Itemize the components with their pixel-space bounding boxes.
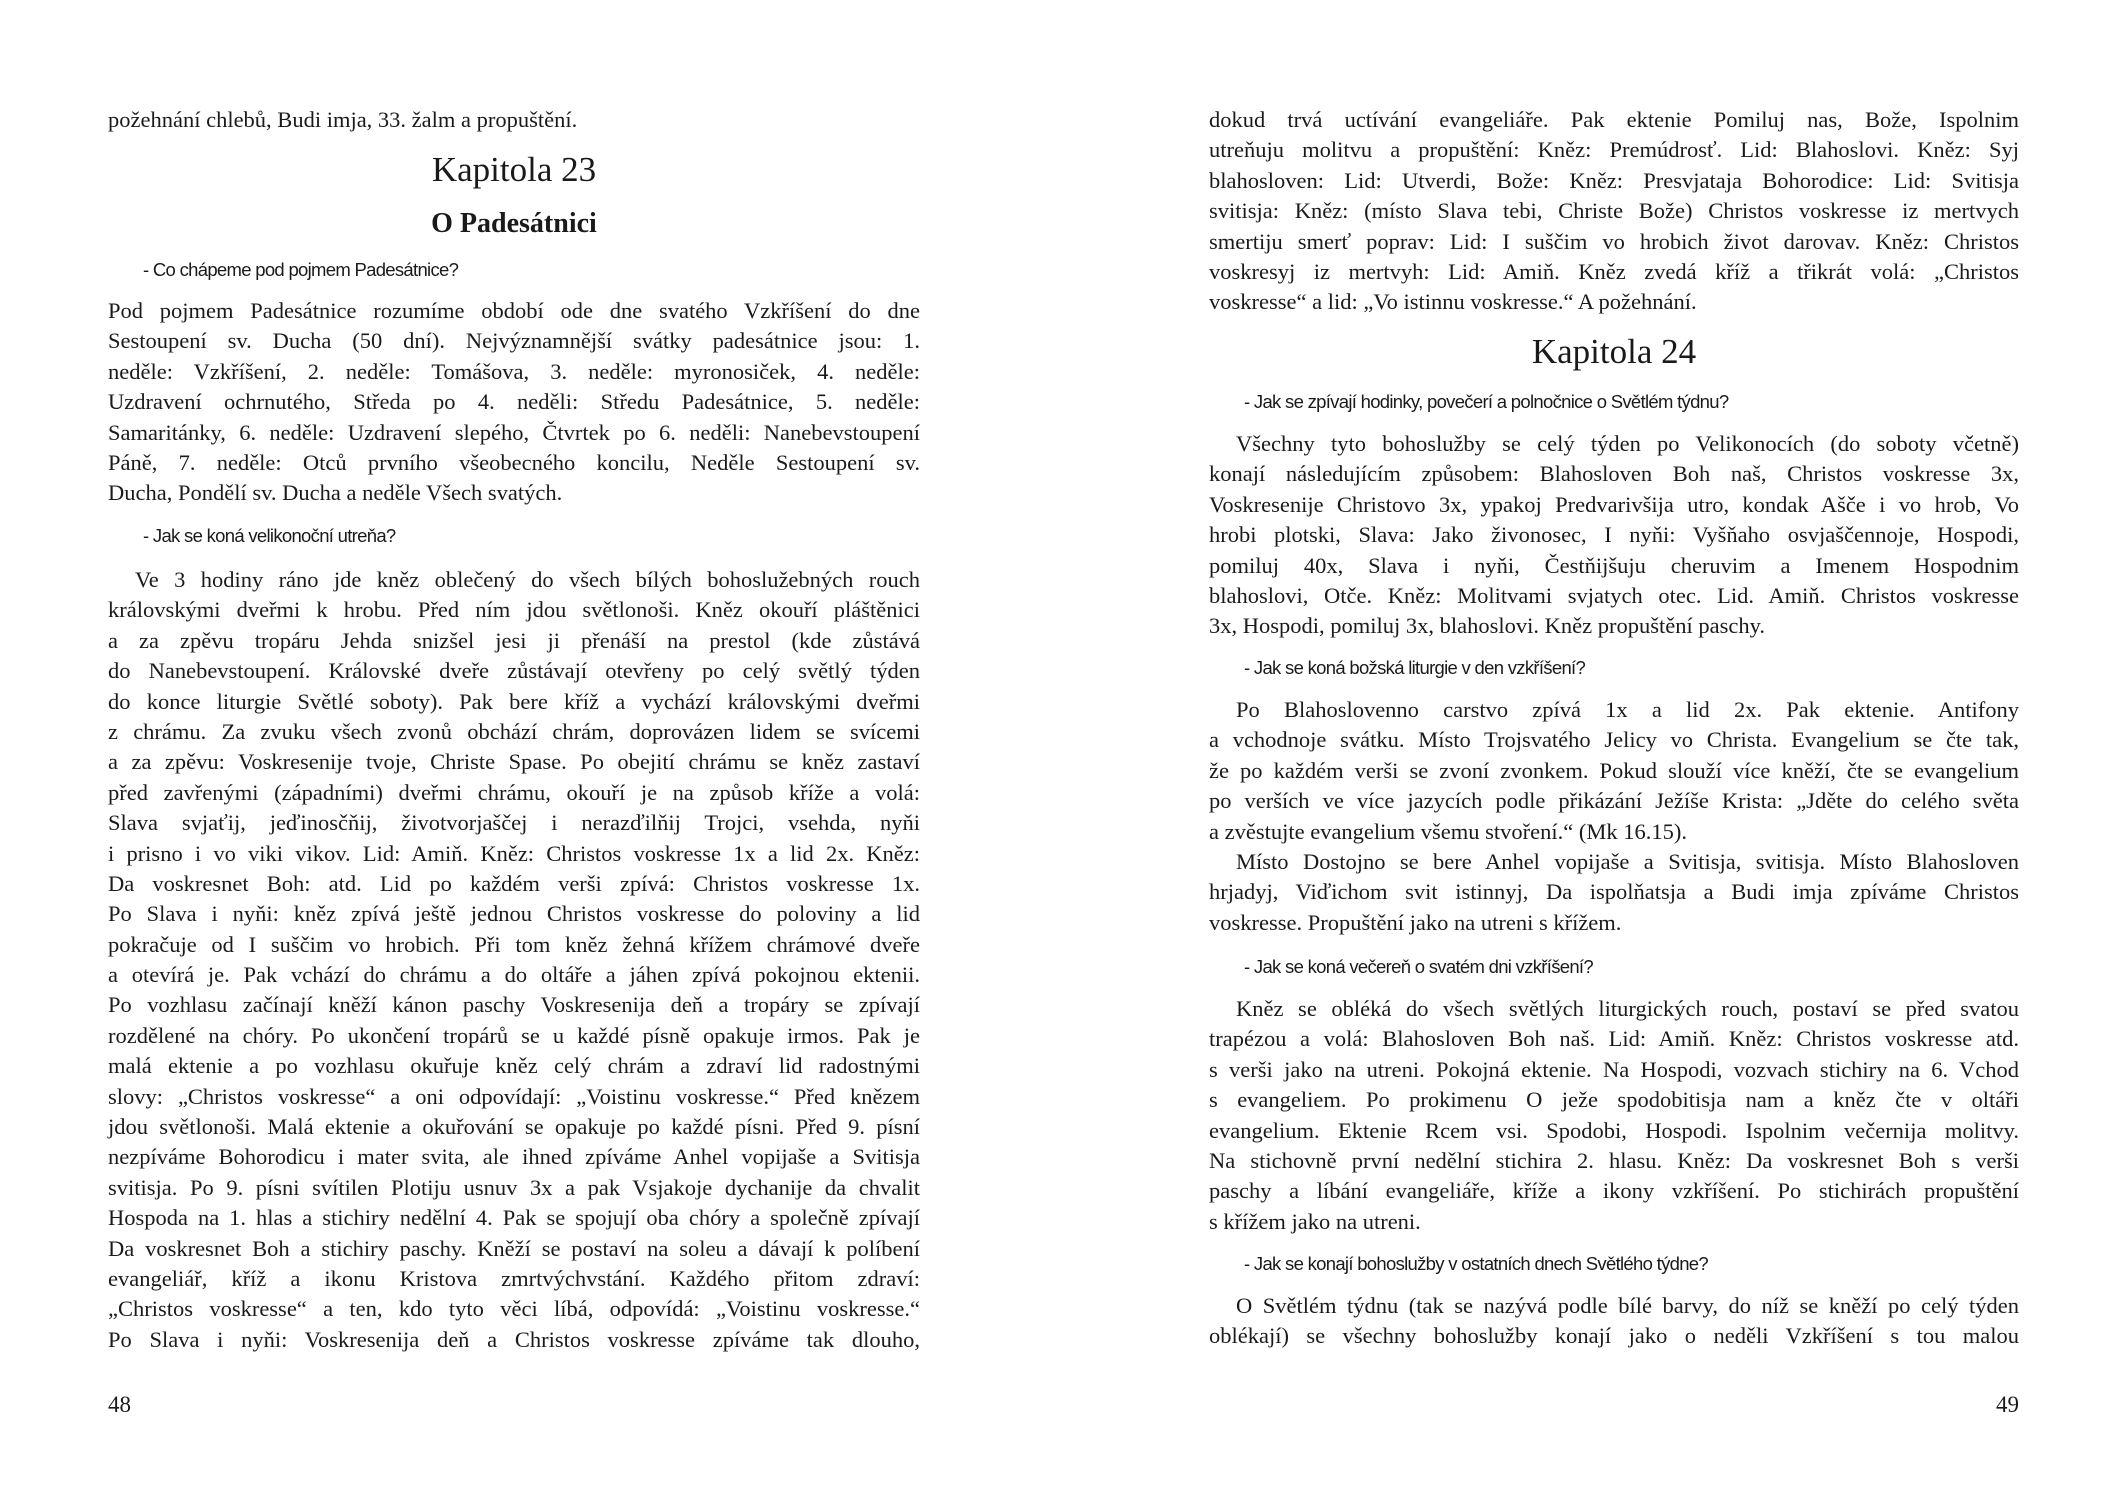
text-line: před zavřenými (západními) dveřmi chrámu, okouří je na způsob kříže a volá: xyxy=(108,779,920,805)
text-line: pokračuje od I suščim vo hrobich. Při tom kněz žehná křížem chrámové dveře xyxy=(108,931,920,957)
question-heading: - Jak se zpívají hodinky, povečerí a polnočnice o Světlém týdnu? xyxy=(1244,391,1729,412)
text-line: Voskresenije Christovo 3x, ypakoj Predvarivšija utro, kondak Ašče i vo hrob, Vo xyxy=(1209,491,2019,517)
text-line: paschy a líbání evangeliáře, kříže a ikony vzkříšení. Po stichirách propuštění xyxy=(1209,1178,2019,1204)
question-heading: - Jak se koná večereň o svatém dni vzkříšení? xyxy=(1244,956,1593,977)
text-line: hrjadyj, Viďichom svit istinnyj, Da ispolňatsja a Budi imja zpíváme Christos xyxy=(1209,879,2019,905)
text-line: neděle: Vzkříšení, 2. neděle: Tomášova, 3. neděle: myronosiček, 4. neděle: xyxy=(108,358,920,384)
paragraph xyxy=(108,296,920,509)
chapter-subtitle: O Padesátnici xyxy=(431,208,597,239)
text-line: s křížem jako na utreni. xyxy=(1209,1208,1421,1234)
text-line: Uzdravení ochrnutého, Středa po 4. neděli: Středu Padesátnice, 5. neděle: xyxy=(108,389,920,415)
text-line: i prisno i vo viki vikov. Lid: Amiň. Kněz: Christos voskresse 1x a lid 2x. Kněz: xyxy=(108,840,920,866)
paragraph xyxy=(1209,994,2019,1237)
text-line: Slava svjaťij, jeďinosčňij, životvorjaščej i nerazďilňij Trojci, vsehda, nyňi xyxy=(108,810,920,836)
text-line: pomiluj 40x, Slava i nyňi, Čestňijšuju cheruvim a Imenem Hospodnim xyxy=(1209,552,2019,578)
text-line: voskresse“ a lid: „Vo istinnu voskresse.“ A požehnání. xyxy=(1209,289,1697,315)
text-line: do Nanebevstoupení. Královské dveře zůstávají otevřeny po celý světlý týden xyxy=(108,658,920,684)
text-line: O Světlém týdnu (tak se nazývá podle bílé barvy, do níž se kněží po celý týden xyxy=(1236,1293,2019,1318)
question-heading: - Jak se konají bohoslužby v ostatních dnech Světlého týdne? xyxy=(1244,1253,1708,1274)
text-line: Na stichovně první nedělní stichira 2. hlasu. Kněz: Da voskresnet Boh s verši xyxy=(1209,1147,2019,1173)
text-line: Samaritánky, 6. neděle: Uzdravení slepého, Čtvrtek po 6. neděli: Nanebevstoupení xyxy=(108,419,920,445)
right-page xyxy=(1059,0,2118,1500)
text-line: voskresse. Propuštění jako na utreni s křížem. xyxy=(1209,909,1622,935)
text-line: Sestoupení sv. Ducha (50 dní). Nejvýznamnější svátky padesátnice jsou: 1. xyxy=(108,328,920,354)
text-line: Da voskresnet Boh: atd. Lid po každém verši zpívá: Christos voskresse 1x. xyxy=(108,870,920,896)
text-line: po verších ve více jazycích podle přikázání Ježíše Krista: „Jděte do celého světa xyxy=(1209,788,2019,814)
text-line: blahosloven: Lid: Utverdi, Bože: Kněz: Presvjataja Bohorodice: Lid: Svitisja xyxy=(1209,167,2019,193)
paragraph xyxy=(1209,429,2019,642)
text-line: Místo Dostojno se bere Anhel vopijaše a Svitisja, svitisja. Místo Blahosloven xyxy=(1236,849,2019,874)
text-line: Ducha, Pondělí sv. Ducha a neděle Všech svatých. xyxy=(108,480,563,506)
paragraph xyxy=(1209,847,2019,938)
text-line: Po vozhlasu začínají kněží kánon paschy Voskresenija deň a tropáry se zpívají xyxy=(108,992,920,1018)
text-line: Da voskresnet Boh a stichiry paschy. Kněží se postaví na soleu a dávají k políbení xyxy=(108,1235,920,1261)
text-line: královskými dveřmi k hrobu. Před ním jdou světlonoši. Kněz okouří pláštěnici xyxy=(108,597,920,623)
text-line: evangelium. Ektenie Rcem vsi. Spodobi, Hospodi. Ispolnim večernija molitvy. xyxy=(1209,1117,2019,1143)
text-line: blahoslovi, Otče. Kněz: Molitvami svjatych otec. Lid. Amiň. Christos voskresse xyxy=(1209,582,2019,608)
text-line: rozdělené na chóry. Po ukončení tropárů se u každé písně opakuje irmos. Pak je xyxy=(108,1022,920,1048)
text-line: a za zpěvu tropáru Jehda snizšel jesi ji přenáší na prestol (kde zůstává xyxy=(108,627,920,653)
paragraph xyxy=(1209,1291,2019,1352)
question-heading: - Jak se koná božská liturgie v den vzkříšení? xyxy=(1244,657,1586,678)
intro-paragraph xyxy=(108,105,920,135)
text-line: a za zpěvu: Voskresenije tvoje, Christe Spase. Po obejití chrámu se kněz zastaví xyxy=(108,749,920,775)
text-line: nezpíváme Bohorodicu i mater svita, ale ihned zpíváme Anhel vopijaše a Svitisja xyxy=(108,1144,920,1170)
paragraph xyxy=(1209,105,2019,318)
text-line: do konce liturgie Světlé soboty). Pak bere kříž a vychází královskými dveřmi xyxy=(108,688,920,714)
text-line: Všechny tyto bohoslužby se celý týden po Velikonocích (do soboty včetně) xyxy=(1236,431,2019,456)
text-line: slovy: „Christos voskresse“ a oni odpovídají: „Voistinu voskresse.“ Před knězem xyxy=(108,1083,920,1109)
text-line: s evangeliem. Po prokimenu O ježe spodobitisja nam a kněz čte v oltáři xyxy=(1209,1087,2019,1113)
text-line: že po každém verši se zvoní zvonkem. Pokud slouží více kněží, čte se evangelium xyxy=(1209,757,2019,783)
text-line: Pod pojmem Padesátnice rozumíme období ode dne svatého Vzkříšení do dne xyxy=(108,298,920,323)
chapter-title: Kapitola 23 xyxy=(431,150,597,189)
text-line: „Christos voskresse“ a ten, kdo tyto věci líbá, odpovídá: „Voistinu voskresse.“ xyxy=(108,1296,920,1322)
text-line: Kněz se obléká do všech světlých liturgických rouch, postaví se před svatou xyxy=(1236,996,2019,1021)
page-number: 48 xyxy=(108,1392,131,1417)
text-line: a vchodnoje svátku. Místo Trojsvatého Jelicy vo Christa. Evangelium se čte tak, xyxy=(1209,727,2019,753)
text-line: smertiju smerť poprav: Lid: I suščim vo hrobich život darovav. Kněz: Christos xyxy=(1209,228,2019,254)
text-line: utreňuju molitvu a propuštění: Kněz: Premúdrosť. Lid: Blahoslovi. Kněz: Syj xyxy=(1209,137,2019,163)
text-line: evangeliář, kříž a ikonu Kristova zmrtvýchvstání. Každého přitom zdraví: xyxy=(108,1265,920,1291)
text-line: jdou světlonoši. Malá ektenie a okuřování se opakuje po každé písni. Před 9. písní xyxy=(108,1114,920,1140)
text-line: Hospoda na 1. hlas a stichiry nedělní 4. Pak se spojují oba chóry a společně zpívají xyxy=(108,1205,920,1231)
text-line: a zvěstujte evangelium všemu stvoření.“ (Mk 16.15). xyxy=(1209,818,1688,844)
text-line: malá ektenie a po vozhlasu okuřuje kněz celý chrám a zdraví lid radostnými xyxy=(108,1053,920,1079)
text-line: Po Slava i nyňi: kněz zpívá ještě jednou Christos voskresse do poloviny a lid xyxy=(108,901,920,927)
text-line: svitisja: Kněz: (místo Slava tebi, Christe Bože) Christos voskresse iz mertvych xyxy=(1209,198,2019,224)
chapter-title: Kapitola 24 xyxy=(1531,332,1697,371)
text-line: oblékají) se všechny bohoslužby konají jako o neděli Vzkříšení s tou malou xyxy=(1209,1323,2019,1349)
text-line: Ve 3 hodiny ráno jde kněz oblečený do všech bílých bohoslužebných rouch xyxy=(135,567,920,592)
text-line: s verši jako na utreni. Pokojná ektenie. Na Hospodi, vozvach stichiry na 6. Vchod xyxy=(1209,1056,2019,1082)
text-line: svitisja. Po 9. písni svítilen Plotiju usnuv 3x a pak Vsjakoje dychanije da chvalit xyxy=(108,1174,920,1200)
text-line: konají následujícím způsobem: Blahosloven Boh naš, Christos voskresse 3x, xyxy=(1209,461,2019,487)
text-line: Po Slava i nyňi: Voskresenija deň a Christos voskresse zpíváme tak dlouho, xyxy=(108,1326,920,1352)
text-line: 3x, Hospodi, pomiluj 3x, blahoslovi. Kněz propuštění paschy. xyxy=(1209,613,1765,639)
page-number: 49 xyxy=(1996,1392,2019,1417)
question-heading: - Jak se koná velikonoční utreňa? xyxy=(143,525,396,546)
text-line: z chrámu. Za zvuku všech zvonů obchází chrám, doprovázen lidem se svícemi xyxy=(108,718,920,744)
paragraph xyxy=(1209,695,2019,847)
text-line: trapézou a volá: Blahosloven Boh naš. Lid: Amiň. Kněz: Christos voskresse atd. xyxy=(1209,1026,2019,1052)
text-line: voskresyj iz mertvyh: Lid: Amiň. Kněz zvedá kříž a třikrát volá: „Christos xyxy=(1209,258,2019,284)
text-line: požehnání chlebů, Budi imja, 33. žalm a propuštění. xyxy=(108,107,578,132)
question-heading: - Co chápeme pod pojmem Padesátnice? xyxy=(143,259,459,280)
text-line: Páně, 7. neděle: Otců prvního všeobecného koncilu, Neděle Sestoupení sv. xyxy=(108,449,920,475)
paragraph xyxy=(108,565,920,1355)
text-line: dokud trvá uctívání evangeliáře. Pak ektenie Pomiluj nas, Bože, Ispolnim xyxy=(1209,107,2019,132)
text-line: Po Blahoslovenno carstvo zpívá 1x a lid 2x. Pak ektenie. Antifony xyxy=(1236,697,2019,722)
text-line: hrobi plotski, Slava: Jako živonosec, I nyňi: Vyšňaho osvjaščennoje, Hospodi, xyxy=(1209,522,2019,548)
text-line: a otevírá je. Pak vchází do chrámu a do oltáře a jáhen zpívá pokojnou ektenii. xyxy=(108,962,920,988)
